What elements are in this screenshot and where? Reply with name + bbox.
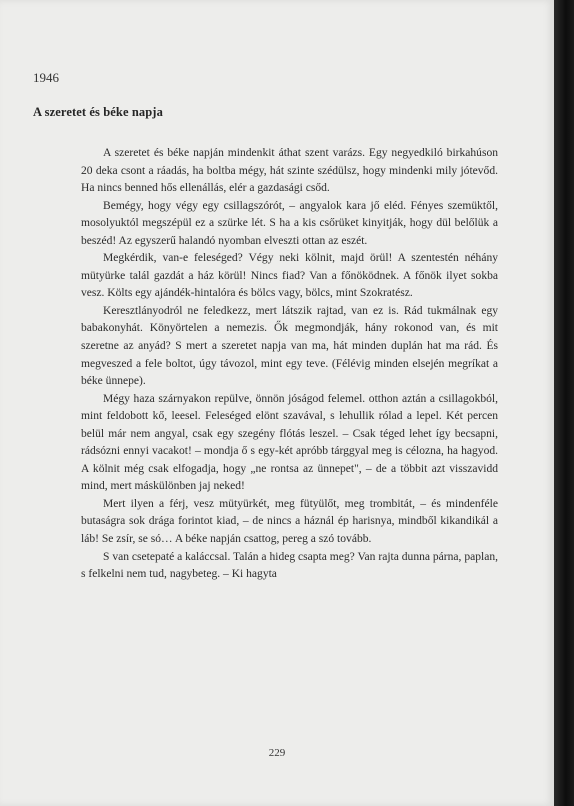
article-title: A szeretet és béke napja	[33, 105, 163, 119]
article-body	[81, 145, 498, 584]
book-gutter-shadow	[554, 0, 574, 806]
paragraph-1: A szeretet és béke napján mindenkit áthat szent varázs. Egy negyedkiló birkahúson 20 deka csont a ráadás, ha boltba mégy, hát szinte szédülsz, hogy mindenki mily jótevőd. Ha nincs benned hős ellenállás, elér a gazdasági csőd.	[81, 147, 498, 195]
paragraph-5: Mégy haza szárnyakon repülve, önnön jóságod felemel. otthon aztán a csillagokból, mint feldobott kő, leesel. Feleséged elönt szavával, s lehullik rólad a lepel. Két percen belül már nem angyal, csak egy szegény flótás leszel. – Csak téged lehet így becsapni, rádsózni ennyi vacakot! – mondja ő s egy-két apróbb tárggyal meg is célozna, ha hagyod. A kölnit még csak elfogadja, hogy „ne rontsa az ünnepet", – de a többit azt visszavidd mind, mert máskülönben jaj neked!	[81, 392, 498, 493]
paragraph-4: Keresztlányodról ne feledkezz, mert látszik rajtad, van ez is. Rád tukmálnak egy babakonyhát. Könyörtelen a nemezis. Ők megmondják, hány rokonod van, és mit szeretne az anyád? S mert a szeretet napja van ma, hát minden duplán hat ma rád. És megveszed a fele boltot, úgy távozol, mint egy teve. (Félévig minden elsején megríkat a béke ünnepe).	[81, 304, 498, 388]
page-number: 229	[268, 747, 286, 759]
paragraph-2: Bemégy, hogy végy egy csillagszórót, – angyalok kara jő eléd. Fényes szemüktől, mosolyuktól megszépül ez a szürke lét. S ha a kis csőrüket kinyitják, hogy dül belőlük a beszéd! Az egyszerű halandó nyomban elveszti ottan az eszét.	[81, 199, 498, 247]
year-heading: 1946	[33, 70, 59, 85]
paragraph-3: Megkérdik, van-e feleséged? Végy neki kölnit, majd örül! A szentestén néhány mütyürke talál gazdát a ház körül! Nincs fiad? Van a főnöködnek. A főnök ilyet sokba vesz. Költs egy ajándék-hintalóra és bölcs vagy, bölcs, mint Szokratész.	[81, 252, 498, 300]
paragraph-6: Mert ilyen a férj, vesz mütyürkét, meg fütyülőt, meg trombitát, – és mindenféle butaságra sok drága forintot kiad, – de nincs a háznál ép harisnya, mindből kikandikál a láb! Se zsír, se só… A béke napján csattog, pereg a szó tovább.	[81, 497, 498, 546]
paragraph-7: S van csetepaté a kaláccsal. Talán a hideg csapta meg? Van rajta dunna párna, paplan, s felkelni nem tud, nagybeteg. – Ki hagyta	[81, 550, 498, 581]
